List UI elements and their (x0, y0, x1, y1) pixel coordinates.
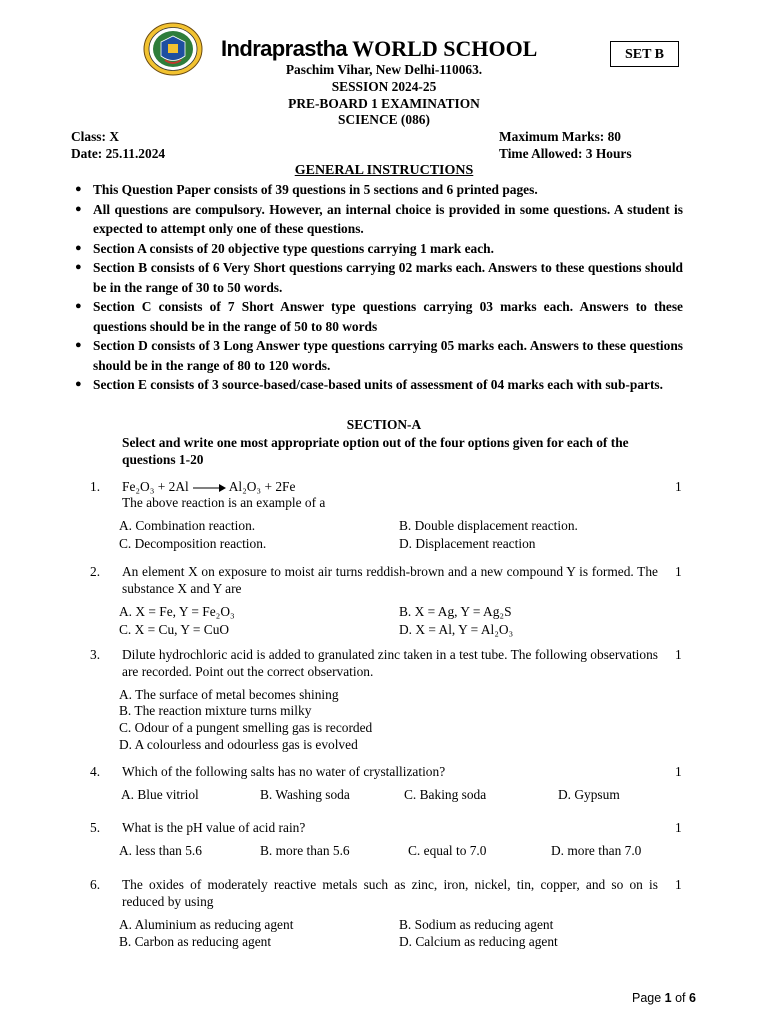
question-number: 6. (90, 877, 101, 892)
option-a: A. The surface of metal becomes shining (119, 687, 339, 702)
reaction-arrow-icon (192, 483, 226, 493)
school-name-part1: Indraprastha (221, 36, 348, 61)
question-text: An element X on exposure to moist air turns reddish-brown and a new compound Y is formed. The substance X and Y are (122, 564, 658, 596)
option-b: B. Washing soda (260, 787, 350, 802)
max-marks-label: Maximum Marks: 80 (499, 129, 621, 144)
general-instructions-title: GENERAL INSTRUCTIONS (294, 163, 474, 178)
page-number: 1 (664, 991, 672, 1005)
option-a: A. Aluminium as reducing agent (119, 917, 294, 932)
page-word: Page (632, 991, 665, 1005)
question-mark: 1 (675, 479, 682, 494)
option-c: C. equal to 7.0 (408, 843, 487, 858)
option-d: D. A colourless and odourless gas is evolved (119, 737, 358, 752)
equation-reactants: Fe₂O₃ + 2Al (122, 479, 189, 494)
question-text: What is the pH value of acid rain? (122, 820, 306, 835)
option-b: B. X = Ag, Y = Ag₂S (399, 604, 512, 619)
option-d: D. Gypsum (558, 787, 620, 802)
instruction-item: ● Section E consists of 3 source-based/case-based units of assessment of 04 marks each with sub-parts. (75, 377, 663, 392)
class-label: Class: X (71, 129, 119, 144)
option-d: D. Displacement reaction (399, 536, 536, 551)
option-c: C. Baking soda (404, 787, 487, 802)
option-b: B. Sodium as reducing agent (399, 917, 554, 932)
question-number: 4. (90, 764, 101, 779)
option-d: D. more than 7.0 (551, 843, 642, 858)
question-text: The oxides of moderately reactive metals such as zinc, iron, nickel, tin, copper, and so on is reduced by using (122, 877, 658, 909)
question-text: Dilute hydrochloric acid is added to granulated zinc taken in a test tube. The following observations are recorded. Point out the correct observation. (122, 647, 658, 679)
question-number: 1. (90, 479, 101, 494)
exam-line: PRE-BOARD 1 EXAMINATION (288, 96, 480, 111)
option-b: B. Double displacement reaction. (399, 518, 578, 533)
time-allowed-label: Time Allowed: 3 Hours (499, 146, 632, 161)
instruction-item: ● Section D consists of 3 Long Answer type questions carrying 05 marks each. Answers to these questions should be in the range of 80 to 120 words. (75, 338, 683, 373)
question-mark: 1 (675, 764, 682, 779)
instructions-list (75, 180, 683, 395)
option-a: A. X = Fe, Y = Fe₂O₃ (119, 604, 235, 619)
option-a: A. less than 5.6 (119, 843, 202, 858)
question-mark: 1 (675, 877, 682, 892)
option-b: B. more than 5.6 (260, 843, 350, 858)
option-c: B. Carbon as reducing agent (119, 934, 272, 949)
school-name-part2: WORLD SCHOOL (347, 36, 538, 61)
instruction-item: ● Section B consists of 6 Very Short questions carrying 02 marks each. Answers to these questions should be in the range of 30 to 50 words. (75, 260, 683, 295)
school-name (221, 36, 537, 62)
question-text: The above reaction is an example of a (122, 495, 326, 510)
question-1-equation (122, 478, 658, 495)
option-d: D. X = Al, Y = Al₂O₃ (399, 622, 514, 637)
instruction-item: ● All questions are compulsory. However, an internal choice is provided in some questions. A student is expected to attempt only one of these questions. (75, 201, 683, 236)
page-footer (632, 990, 696, 1007)
date-label: Date: 25.11.2024 (71, 146, 166, 161)
question-mark: 1 (675, 820, 682, 835)
session-line: SESSION 2024-25 (331, 79, 437, 94)
option-a: A. Combination reaction. (119, 518, 256, 533)
equation-products: Al₂O₃ + 2Fe (228, 479, 296, 494)
question-number: 2. (90, 564, 101, 579)
question-number: 5. (90, 820, 101, 835)
option-c: C. Odour of a pungent smelling gas is recorded (119, 720, 373, 735)
question-number: 3. (90, 647, 101, 662)
subject-line: SCIENCE (086) (338, 112, 430, 127)
of-word: of (671, 991, 689, 1005)
page-total: 6 (689, 991, 696, 1005)
option-d: D. Calcium as reducing agent (399, 934, 558, 949)
instruction-item: ● Section C consists of 7 Short Answer type questions carrying 03 marks each. Answers to these questions should be in the range of 50 to 80 words (75, 299, 683, 334)
instruction-item: ● Section A consists of 20 objective type questions carrying 1 mark each. (75, 240, 494, 256)
option-c: C. X = Cu, Y = CuO (119, 622, 230, 637)
option-a: A. Blue vitriol (121, 787, 199, 802)
school-address: Paschim Vihar, New Delhi-110063. (285, 62, 483, 77)
instruction-item: ● This Question Paper consists of 39 questions in 5 sections and 6 printed pages. (75, 182, 538, 197)
question-text: Which of the following salts has no water of crystallization? (122, 764, 446, 779)
set-label: SET B (610, 41, 679, 67)
section-a-instruction: Select and write one most appropriate option out of the four options given for each of the questions 1-20 (122, 435, 629, 467)
question-mark: 1 (675, 647, 682, 662)
section-a-title: SECTION-A (346, 417, 422, 432)
option-c: C. Decomposition reaction. (119, 536, 267, 551)
question-mark: 1 (675, 564, 682, 579)
option-b: B. The reaction mixture turns milky (119, 703, 312, 718)
